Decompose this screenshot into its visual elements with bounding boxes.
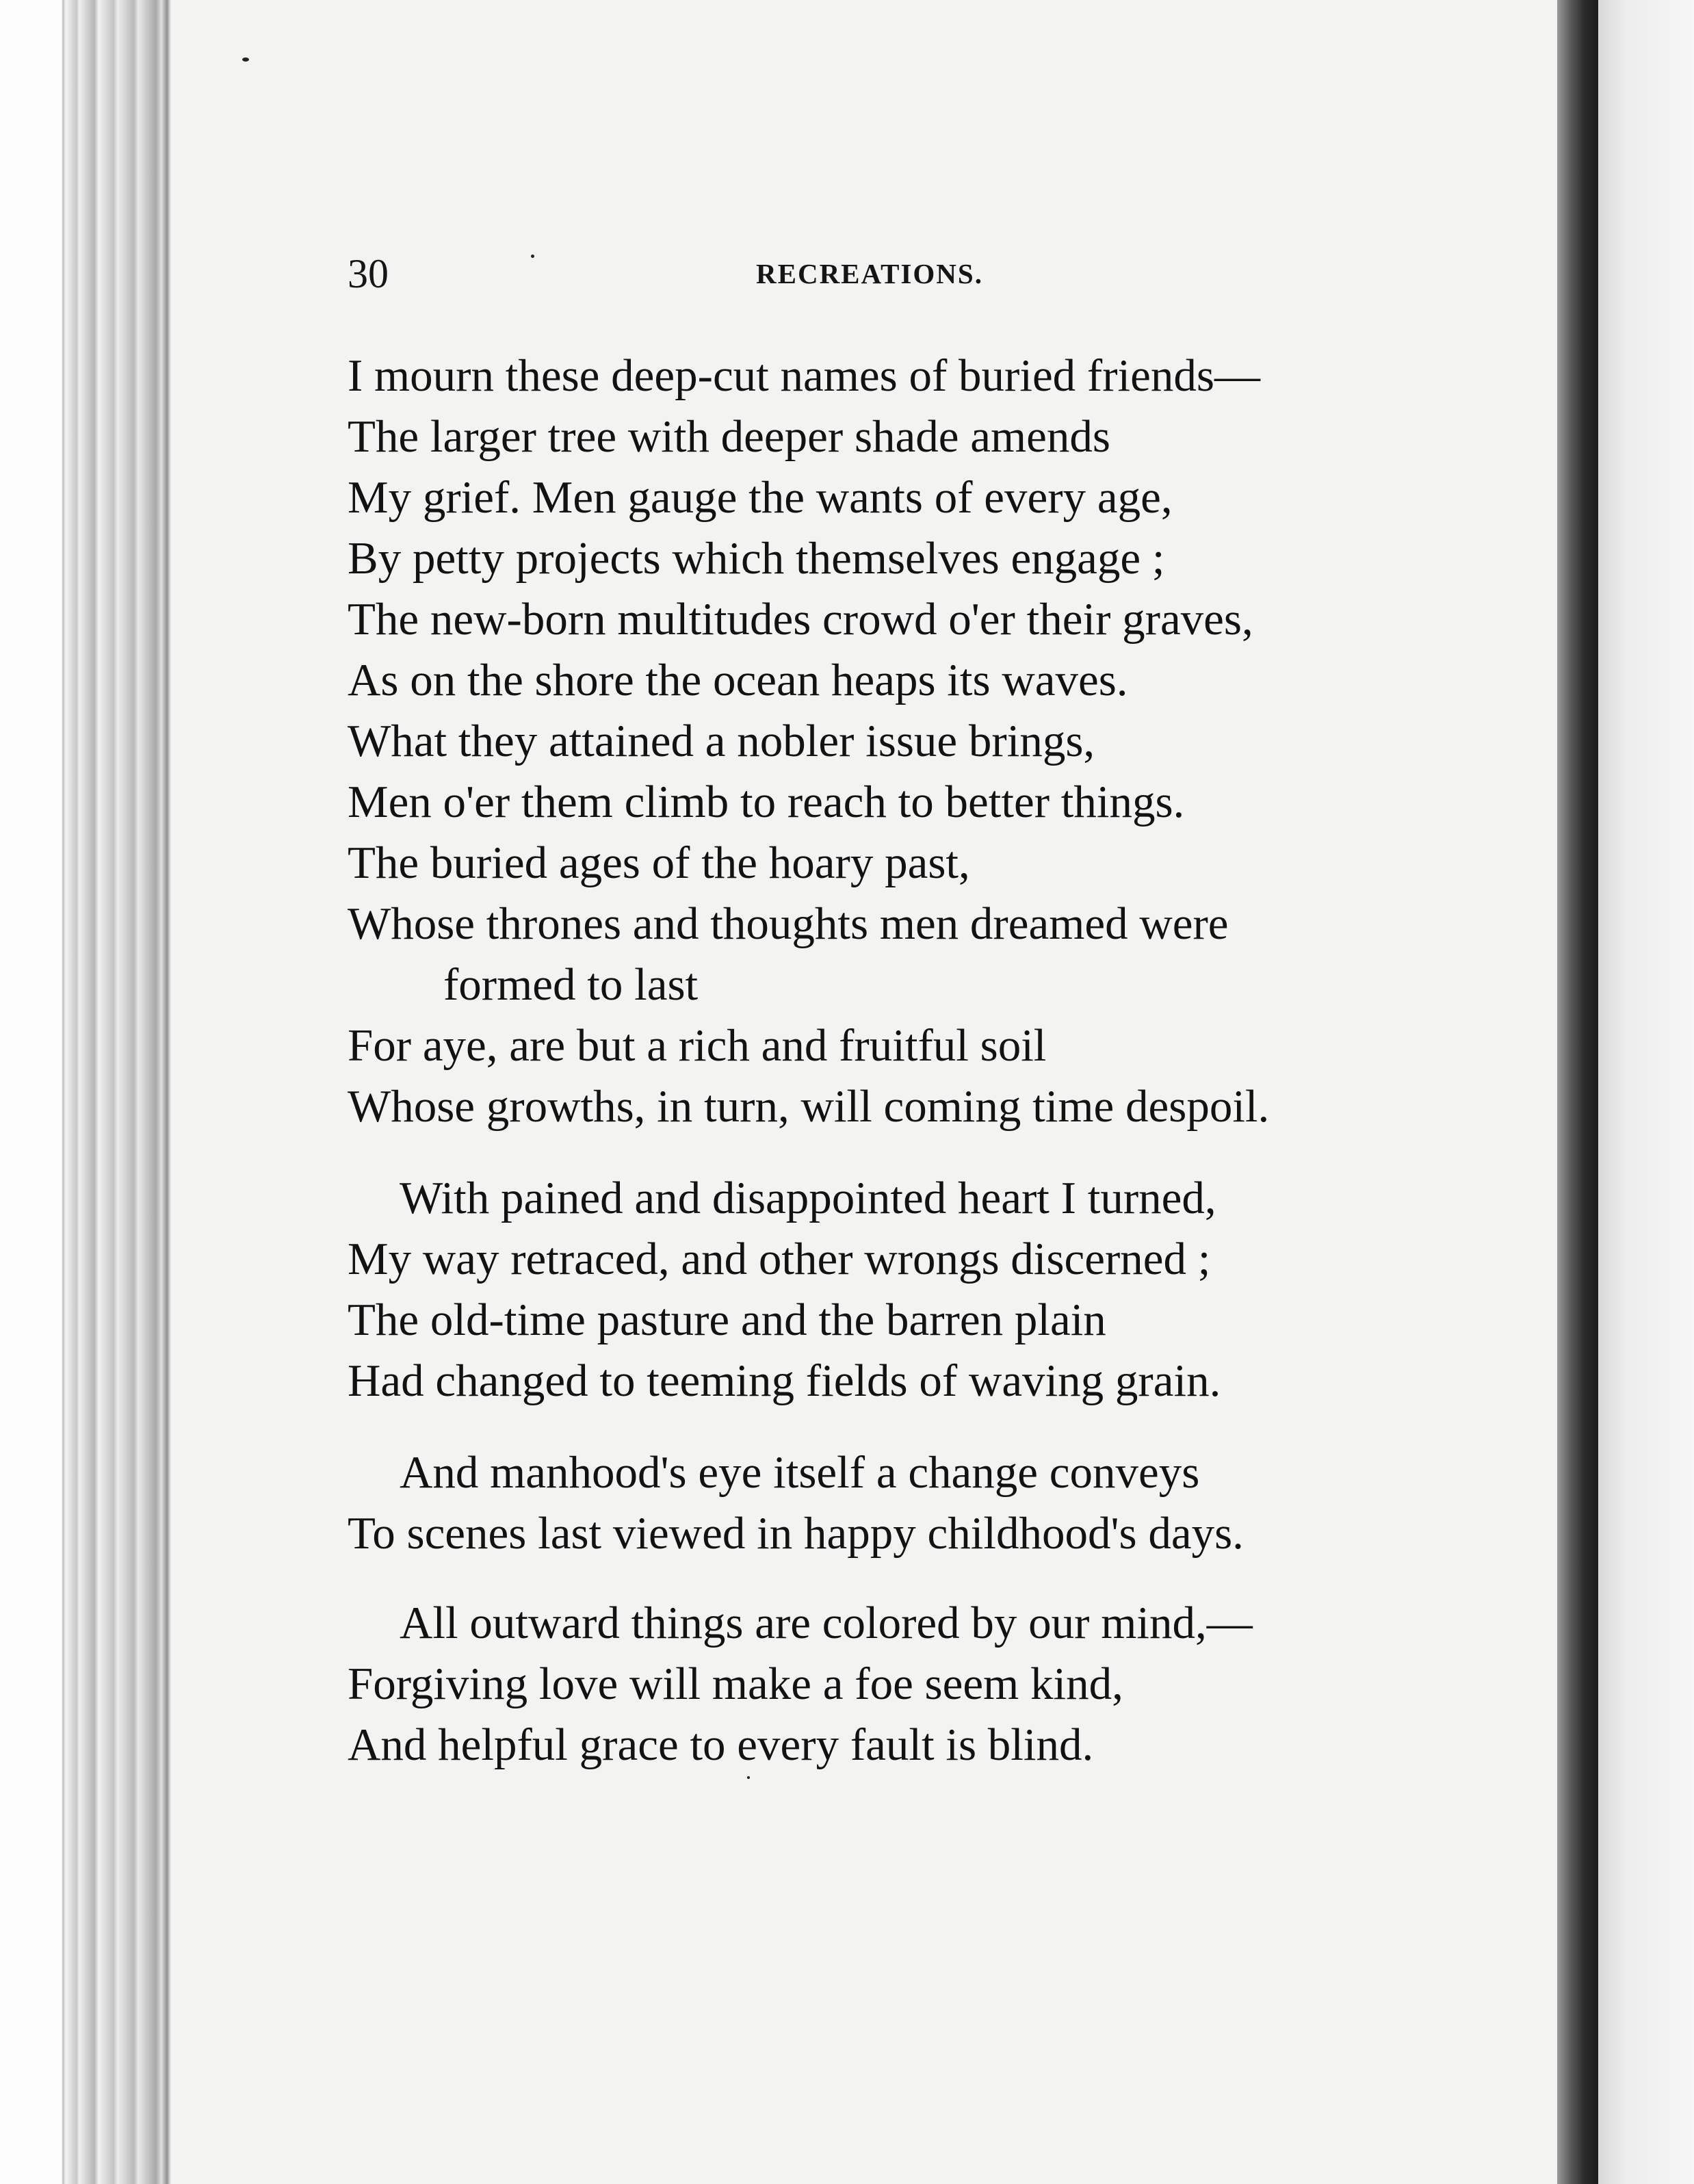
poem-line: What they attained a nobler issue brings, bbox=[348, 716, 1095, 766]
poem-body bbox=[348, 346, 1415, 1776]
poem-line: Forgiving love will make a foe seem kind, bbox=[348, 1659, 1123, 1709]
stanza bbox=[348, 1593, 1415, 1776]
poem-line: I mourn these deep-cut names of buried friends— bbox=[348, 350, 1260, 401]
poem-line: The new-born multitudes crowd o'er their graves, bbox=[348, 594, 1253, 645]
poem-line: And manhood's eye itself a change conveys bbox=[400, 1447, 1200, 1498]
poem-line-continuation: formed to last bbox=[443, 959, 699, 1010]
poem-line: All outward things are colored by our mind,— bbox=[400, 1598, 1253, 1648]
running-head bbox=[348, 246, 1387, 301]
ink-speck bbox=[242, 57, 249, 62]
stanza-break bbox=[348, 1412, 1415, 1442]
stanza bbox=[348, 1442, 1415, 1564]
poem-line: By petty projects which themselves engage ; bbox=[348, 533, 1165, 584]
poem-line: The old-time pasture and the barren plain bbox=[348, 1295, 1106, 1345]
stanza-break bbox=[348, 1564, 1415, 1593]
poem-line: With pained and disappointed heart I turned, bbox=[400, 1173, 1216, 1223]
page-number: 30 bbox=[348, 251, 389, 296]
poem-line: The larger tree with deeper shade amends bbox=[348, 411, 1110, 462]
stanza bbox=[348, 346, 1415, 1137]
poem-line: My grief. Men gauge the wants of every age, bbox=[348, 472, 1173, 523]
poem-line: My way retraced, and other wrongs discerned ; bbox=[348, 1234, 1211, 1284]
poem-line: To scenes last viewed in happy childhood's days. bbox=[348, 1508, 1244, 1559]
bound-page-edges bbox=[0, 0, 171, 2184]
stanza bbox=[348, 1168, 1415, 1412]
poem-line: As on the shore the ocean heaps its waves. bbox=[348, 655, 1128, 705]
stanza-break bbox=[348, 1137, 1415, 1168]
poem-line: Whose growths, in turn, will coming time despoil. bbox=[348, 1081, 1270, 1132]
running-title: RECREATIONS. bbox=[756, 258, 983, 289]
poem-line: Men o'er them climb to reach to better things. bbox=[348, 777, 1185, 827]
poem-line: The buried ages of the hoary past, bbox=[348, 837, 970, 888]
poem-line: And helpful grace to every fault is blind. bbox=[348, 1719, 1094, 1770]
poem-line: Had changed to teeming fields of waving grain. bbox=[348, 1355, 1221, 1406]
poem-line: For aye, are but a rich and fruitful soil bbox=[348, 1020, 1047, 1071]
ink-speck bbox=[747, 1776, 750, 1779]
binding-gutter bbox=[1557, 0, 1598, 2184]
poem-line: Whose thrones and thoughts men dreamed were bbox=[348, 898, 1229, 949]
opposite-page-edge bbox=[1598, 0, 1694, 2184]
